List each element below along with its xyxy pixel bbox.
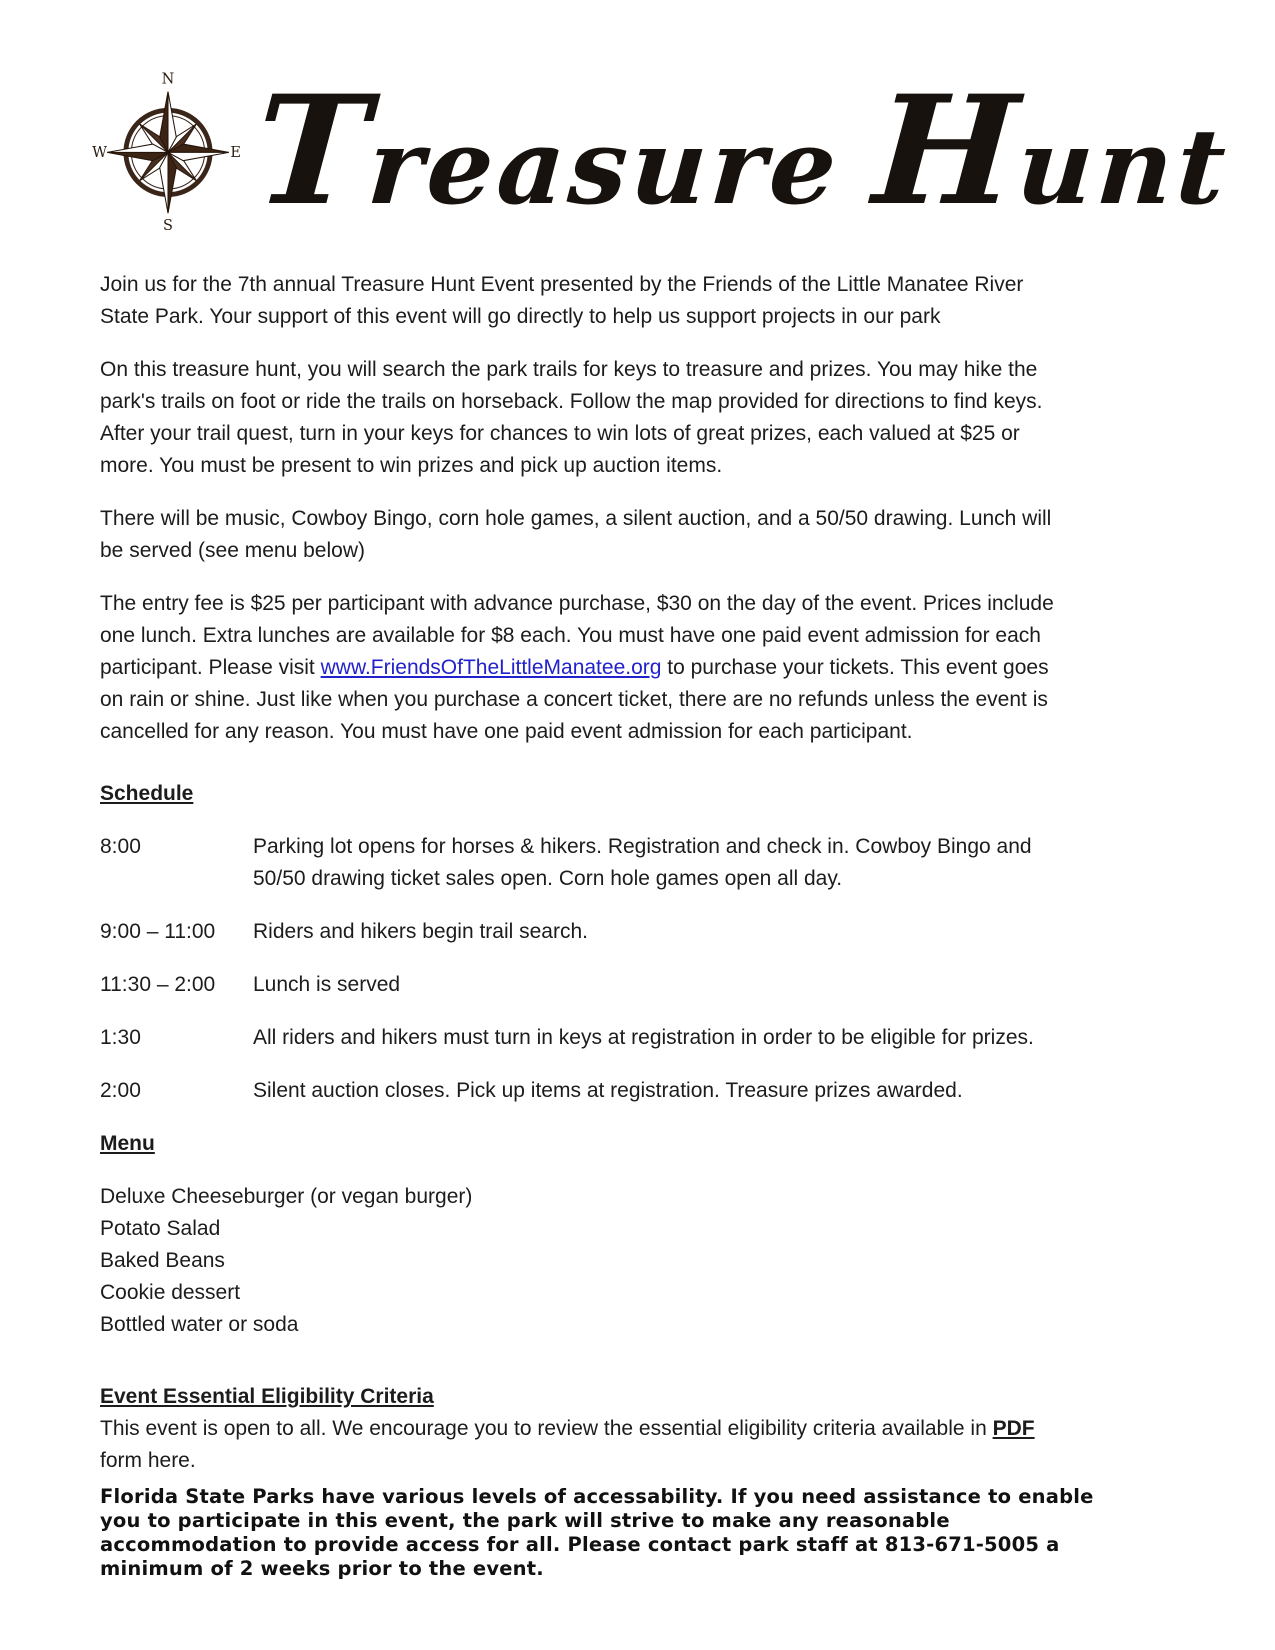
- document-body: [0, 243, 1275, 1581]
- schedule-row: [100, 1022, 1057, 1054]
- title-word-treasure: Treasure: [249, 62, 845, 239]
- phone-number: 813-671-5005: [884, 1533, 1040, 1556]
- title-word-hunt: Hunt: [868, 62, 1234, 239]
- eligibility-text-before-pdf: This event is open to all. We encourage you to review the essential eligibility criteria available in: [100, 1417, 993, 1440]
- header: [0, 0, 1275, 243]
- schedule-time: 11:30 – 2:00: [100, 973, 216, 996]
- eligibility-heading: Event Essential Eligibility Criteria: [100, 1385, 434, 1408]
- menu-item: Deluxe Cheeseburger (or vegan burger): [100, 1185, 473, 1208]
- menu-item: Cookie dessert: [100, 1281, 241, 1304]
- accessibility-text-before-phone: Florida State Parks have various levels of accessability. If you need assistance to enable you to participate in this event, the park will strive to make any reasonable accommodation to provide access for all. Please contact park staff at: [100, 1485, 1094, 1556]
- hunt-description-paragraph: On this treasure hunt, you will search the park trails for keys to treasure and prizes. You may hike the park's trails on foot or ride the trails on horseback. Follow the map provided for directions to find keys. After your trail quest, turn in your keys for chances to win lots of great prizes, each valued at $25 or more. You must be present to win prizes and pick up auction items.: [100, 358, 1043, 477]
- schedule-description: Riders and hikers begin trail search.: [253, 920, 588, 943]
- fees-text-before-link: The entry fee is $25 per participant with advance purchase, $30 on the day of the event. Prices include one lunch. Extra lunches are available for $8 each. You must have one paid event admission for each participant. Please visit: [100, 592, 1054, 679]
- compass-rose-icon: [92, 68, 244, 234]
- schedule-time: 8:00: [100, 835, 141, 858]
- accessibility-text-after-phone: a minimum of 2 weeks prior to the event.: [100, 1533, 1060, 1580]
- compass-letter-s: S: [163, 217, 173, 234]
- friends-website-link[interactable]: www.FriendsOfTheLittleManatee.org: [320, 656, 662, 679]
- page-title: [249, 62, 1234, 239]
- compass-letter-n: N: [161, 70, 175, 87]
- compass-letter-w: W: [92, 144, 108, 161]
- menu-item: Potato Salad: [100, 1217, 221, 1240]
- eligibility-text-after-pdf: form here.: [100, 1449, 196, 1472]
- menu-heading: Menu: [100, 1132, 155, 1155]
- schedule-time: 9:00 – 11:00: [100, 920, 216, 943]
- accessibility-paragraph: [100, 1485, 1127, 1581]
- schedule-time: 1:30: [100, 1026, 141, 1049]
- schedule-row: [100, 969, 1057, 1001]
- schedule-row: [100, 1075, 1057, 1107]
- fees-text-after-link: to purchase your tickets. This event goes on rain or shine. Just like when you purchase a concert ticket, there are no refunds unless the event is cancelled for any reason. You must have one paid event admission for each participant.: [100, 656, 1049, 743]
- schedule-heading: Schedule: [100, 782, 194, 805]
- menu-item: Baked Beans: [100, 1249, 225, 1272]
- schedule-description: Lunch is served: [253, 973, 401, 996]
- fees-paragraph: [100, 588, 1057, 748]
- schedule-row: [100, 916, 1057, 948]
- schedule-row: [100, 831, 1057, 895]
- pdf-link-label[interactable]: PDF: [992, 1417, 1035, 1440]
- menu-list: [100, 1181, 1057, 1341]
- schedule-description: Silent auction closes. Pick up items at registration. Treasure prizes awarded.: [253, 1079, 963, 1102]
- activities-paragraph: There will be music, Cowboy Bingo, corn hole games, a silent auction, and a 50/50 drawing. Lunch will be served (see menu below): [100, 507, 1052, 562]
- menu-item: Bottled water or soda: [100, 1313, 299, 1336]
- compass-letter-e: E: [230, 144, 242, 161]
- eligibility-paragraph: [100, 1413, 1057, 1477]
- schedule-description: Parking lot opens for horses & hikers. Registration and check in. Cowboy Bingo and 50/50 drawing ticket sales open. Corn hole games open all day.: [253, 835, 1032, 890]
- intro-paragraph: Join us for the 7th annual Treasure Hunt Event presented by the Friends of the Little Manatee River State Park. Your support of this event will go directly to help us support projects in our park: [100, 273, 1024, 328]
- schedule-time: 2:00: [100, 1079, 141, 1102]
- schedule-description: All riders and hikers must turn in keys at registration in order to be eligible for prizes.: [253, 1026, 1034, 1049]
